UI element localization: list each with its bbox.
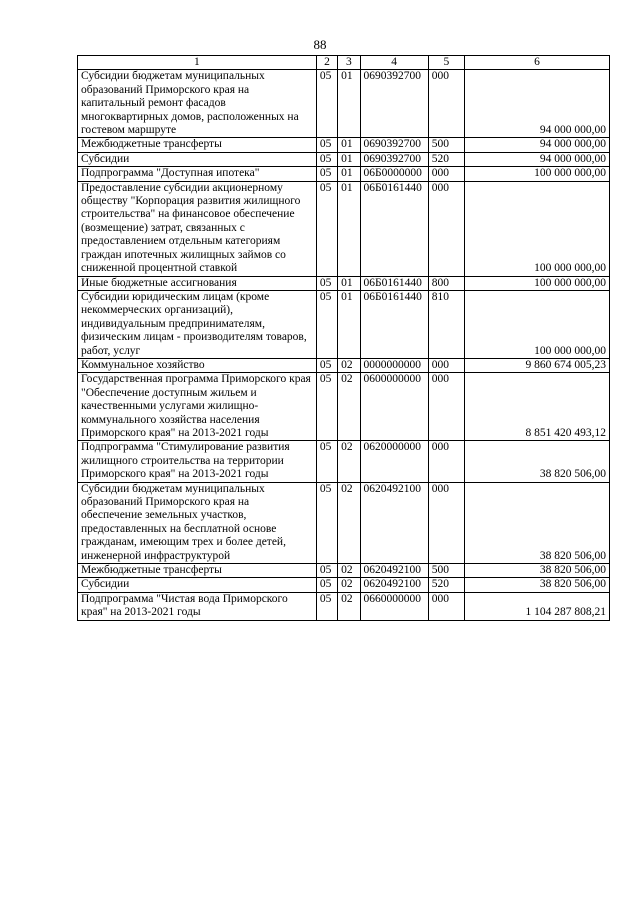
row-subsection-cell: 01 [338, 181, 360, 276]
row-name-cell: Подпрограмма "Стимулирование развития жилищного строительства на территории Приморского края" на 2013-2021 годы [78, 441, 317, 482]
row-subsection-cell: 01 [338, 276, 360, 290]
row-target-code-cell: 0660000000 [360, 592, 428, 620]
header-col-4: 4 [360, 56, 428, 70]
row-target-code-cell: 06Б0161440 [360, 181, 428, 276]
row-section-cell: 05 [316, 152, 337, 166]
row-section-cell: 05 [316, 592, 337, 620]
row-expense-type-cell: 520 [428, 152, 464, 166]
row-target-code-cell: 0690392700 [360, 70, 428, 138]
table-row [78, 276, 610, 290]
row-target-code-cell: 0690392700 [360, 138, 428, 152]
row-amount-cell: 100 000 000,00 [464, 290, 609, 358]
row-expense-type-cell: 000 [428, 181, 464, 276]
row-section-cell: 05 [316, 358, 337, 372]
row-expense-type-cell: 000 [428, 358, 464, 372]
row-amount-cell: 94 000 000,00 [464, 70, 609, 138]
table-row [78, 167, 610, 181]
budget-table [77, 55, 610, 621]
row-section-cell: 05 [316, 373, 337, 441]
row-amount-cell: 100 000 000,00 [464, 276, 609, 290]
table-row [78, 592, 610, 620]
table-row [78, 564, 610, 578]
row-subsection-cell: 02 [338, 564, 360, 578]
row-target-code-cell: 06Б0161440 [360, 290, 428, 358]
row-expense-type-cell: 520 [428, 578, 464, 592]
row-expense-type-cell: 800 [428, 276, 464, 290]
row-expense-type-cell: 000 [428, 70, 464, 138]
row-amount-cell: 94 000 000,00 [464, 138, 609, 152]
row-amount-cell: 38 820 506,00 [464, 564, 609, 578]
row-name-cell: Межбюджетные трансферты [78, 138, 317, 152]
row-subsection-cell: 01 [338, 167, 360, 181]
table-row [78, 290, 610, 358]
header-col-5: 5 [428, 56, 464, 70]
row-expense-type-cell: 000 [428, 482, 464, 563]
row-name-cell: Коммунальное хозяйство [78, 358, 317, 372]
row-amount-cell: 9 860 674 005,23 [464, 358, 609, 372]
table-row [78, 441, 610, 482]
row-section-cell: 05 [316, 441, 337, 482]
row-subsection-cell: 01 [338, 152, 360, 166]
row-amount-cell: 100 000 000,00 [464, 167, 609, 181]
row-subsection-cell: 02 [338, 592, 360, 620]
row-name-cell: Подпрограмма "Доступная ипотека" [78, 167, 317, 181]
row-target-code-cell: 0620000000 [360, 441, 428, 482]
row-subsection-cell: 02 [338, 482, 360, 563]
row-subsection-cell: 01 [338, 138, 360, 152]
row-amount-cell: 38 820 506,00 [464, 441, 609, 482]
header-col-2: 2 [316, 56, 337, 70]
row-target-code-cell: 0000000000 [360, 358, 428, 372]
row-target-code-cell: 0620492100 [360, 578, 428, 592]
row-target-code-cell: 0690392700 [360, 152, 428, 166]
row-target-code-cell: 06Б0000000 [360, 167, 428, 181]
row-section-cell: 05 [316, 482, 337, 563]
row-section-cell: 05 [316, 290, 337, 358]
row-amount-cell: 94 000 000,00 [464, 152, 609, 166]
row-amount-cell: 8 851 420 493,12 [464, 373, 609, 441]
row-name-cell: Субсидии [78, 152, 317, 166]
row-name-cell: Субсидии бюджетам муниципальных образований Приморского края на капитальный ремонт фасадов многоквартирных домов, расположенных на гостевом маршруте [78, 70, 317, 138]
row-name-cell: Субсидии [78, 578, 317, 592]
table-row [78, 138, 610, 152]
row-section-cell: 05 [316, 578, 337, 592]
row-expense-type-cell: 000 [428, 592, 464, 620]
table-row [78, 70, 610, 138]
row-target-code-cell: 0600000000 [360, 373, 428, 441]
row-subsection-cell: 01 [338, 70, 360, 138]
row-subsection-cell: 02 [338, 441, 360, 482]
row-subsection-cell: 02 [338, 373, 360, 441]
row-target-code-cell: 0620492100 [360, 564, 428, 578]
header-row [78, 56, 610, 70]
row-name-cell: Подпрограмма "Чистая вода Приморского края" на 2013-2021 годы [78, 592, 317, 620]
row-name-cell: Предоставление субсидии акционерному обществу "Корпорация развития жилищного строительства" на финансовое обеспечение (возмещение) затрат, связанных с предоставлением отдельным категориям граждан ипотечных жилищных займов со сниженной процентной ставкой [78, 181, 317, 276]
row-expense-type-cell: 810 [428, 290, 464, 358]
row-name-cell: Межбюджетные трансферты [78, 564, 317, 578]
header-col-1: 1 [78, 56, 317, 70]
row-target-code-cell: 06Б0161440 [360, 276, 428, 290]
row-expense-type-cell: 000 [428, 373, 464, 441]
row-amount-cell: 1 104 287 808,21 [464, 592, 609, 620]
page-number: 88 [313, 37, 327, 52]
table-row [78, 358, 610, 372]
header-col-3: 3 [338, 56, 360, 70]
header-col-6: 6 [464, 56, 609, 70]
row-section-cell: 05 [316, 167, 337, 181]
row-section-cell: 05 [316, 276, 337, 290]
row-section-cell: 05 [316, 181, 337, 276]
table-row [78, 578, 610, 592]
table-row [78, 373, 610, 441]
row-subsection-cell: 02 [338, 578, 360, 592]
row-amount-cell: 100 000 000,00 [464, 181, 609, 276]
row-amount-cell: 38 820 506,00 [464, 578, 609, 592]
table-body [78, 70, 610, 620]
row-target-code-cell: 0620492100 [360, 482, 428, 563]
row-amount-cell: 38 820 506,00 [464, 482, 609, 563]
row-expense-type-cell: 000 [428, 441, 464, 482]
row-section-cell: 05 [316, 70, 337, 138]
row-subsection-cell: 01 [338, 290, 360, 358]
table-row [78, 181, 610, 276]
row-name-cell: Субсидии бюджетам муниципальных образований Приморского края на обеспечение земельных участков, предоставленных на бесплатной основе гражданам, имеющим трех и более детей, инженерной инфраструктурой [78, 482, 317, 563]
row-name-cell: Государственная программа Приморского края "Обеспечение доступным жильем и качественными услугами жилищно-коммунального хозяйства населения Приморского края" на 2013-2021 годы [78, 373, 317, 441]
row-section-cell: 05 [316, 138, 337, 152]
row-name-cell: Иные бюджетные ассигнования [78, 276, 317, 290]
row-section-cell: 05 [316, 564, 337, 578]
table-row [78, 482, 610, 563]
row-name-cell: Субсидии юридическим лицам (кроме некоммерческих организаций), индивидуальным предпринимателям, физическим лицам - производителям товаров, работ, услуг [78, 290, 317, 358]
row-expense-type-cell: 500 [428, 138, 464, 152]
table-row [78, 152, 610, 166]
row-subsection-cell: 02 [338, 358, 360, 372]
row-expense-type-cell: 000 [428, 167, 464, 181]
row-expense-type-cell: 500 [428, 564, 464, 578]
